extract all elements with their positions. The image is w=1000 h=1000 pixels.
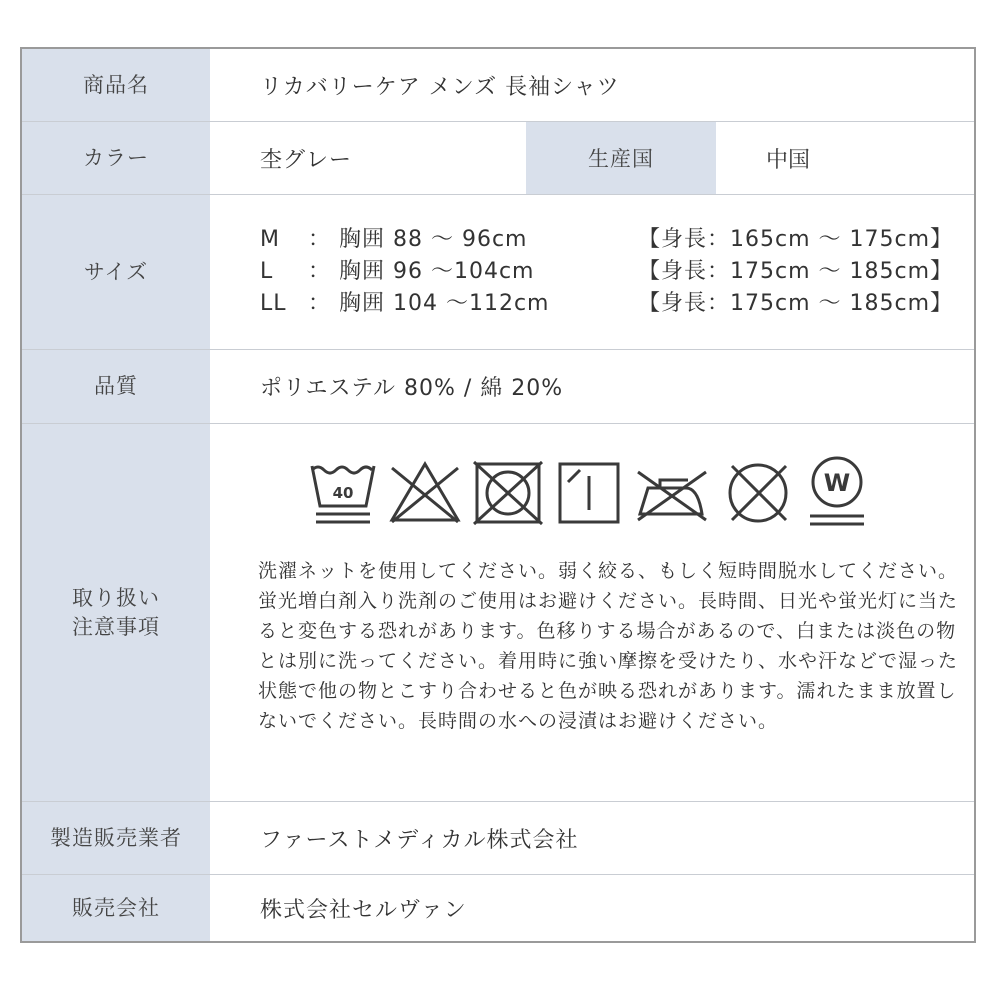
row-seller (22, 875, 974, 941)
value-origin: 中国 (766, 147, 811, 173)
wet-clean-label: W (823, 469, 851, 497)
label-color: カラー (22, 122, 210, 194)
wash-temp-label: 40 (332, 484, 354, 502)
size-code: L (260, 259, 274, 284)
size-height: 【身長：175cm ～ 185cm】 (638, 259, 954, 284)
row-size (22, 195, 974, 350)
label-care (22, 424, 210, 801)
label-care-line2: 注意事項 (72, 614, 160, 639)
size-chest: ： 胸囲 104 ～112cm (308, 291, 550, 316)
no-bleach-icon (388, 454, 462, 534)
row-manufacturer (22, 802, 974, 875)
label-care-line1: 取り扱い (72, 586, 160, 611)
wet-clean-icon (806, 454, 868, 534)
size-height: 【身長：175cm ～ 185cm】 (638, 291, 954, 316)
value-product-name: リカバリーケア メンズ 長袖シャツ (260, 74, 620, 100)
size-chest: ： 胸囲 88 ～ 96cm (308, 227, 528, 252)
row-color-origin (22, 122, 974, 195)
no-iron-icon (634, 454, 710, 534)
value-material: ポリエステル 80% / 綿 20% (260, 376, 564, 401)
drip-dry-icon (556, 454, 622, 534)
row-product-name (22, 49, 974, 122)
size-height: 【身長：165cm ～ 175cm】 (638, 227, 954, 252)
label-size: サイズ (22, 195, 210, 349)
row-material (22, 350, 974, 424)
care-content (210, 424, 974, 801)
size-chest: ： 胸囲 96 ～104cm (308, 259, 535, 284)
value-manufacturer: ファーストメディカル株式会社 (260, 827, 579, 853)
value-color: 杢グレー (260, 147, 353, 173)
value-size (210, 195, 974, 349)
label-product-name: 商品名 (22, 49, 210, 121)
value-seller: 株式会社セルヴァン (260, 897, 467, 923)
care-notes: 洗濯ネットを使用してください。弱く絞る、もしく短時間脱水してください。蛍光増白剤入り洗剤のご使用はお避けください。長時間、日光や蛍光灯に当たると変色する恐れがあります。色移りする場合があるので、白または淡色の物とは別に洗ってください。着用時に強い摩擦を受けたり、水や汗などで湿った状態で他の物とこすり合わせると色が映る恐れがあります。濡れたまま放置しないでください。長時間の水への浸漬はお避けください。 (258, 560, 959, 732)
label-seller: 販売会社 (22, 875, 210, 941)
no-tumble-dry-icon (472, 454, 544, 534)
label-material: 品質 (22, 350, 210, 423)
wash-40-icon (308, 454, 378, 534)
label-origin: 生産国 (526, 122, 716, 194)
row-care (22, 424, 974, 802)
size-code: LL (260, 291, 287, 316)
no-dry-clean-icon (722, 454, 794, 534)
label-manufacturer: 製造販売業者 (22, 802, 210, 874)
care-symbols (308, 454, 868, 534)
product-spec-table (20, 47, 976, 943)
size-code: M (260, 227, 280, 252)
size-table (260, 225, 998, 319)
